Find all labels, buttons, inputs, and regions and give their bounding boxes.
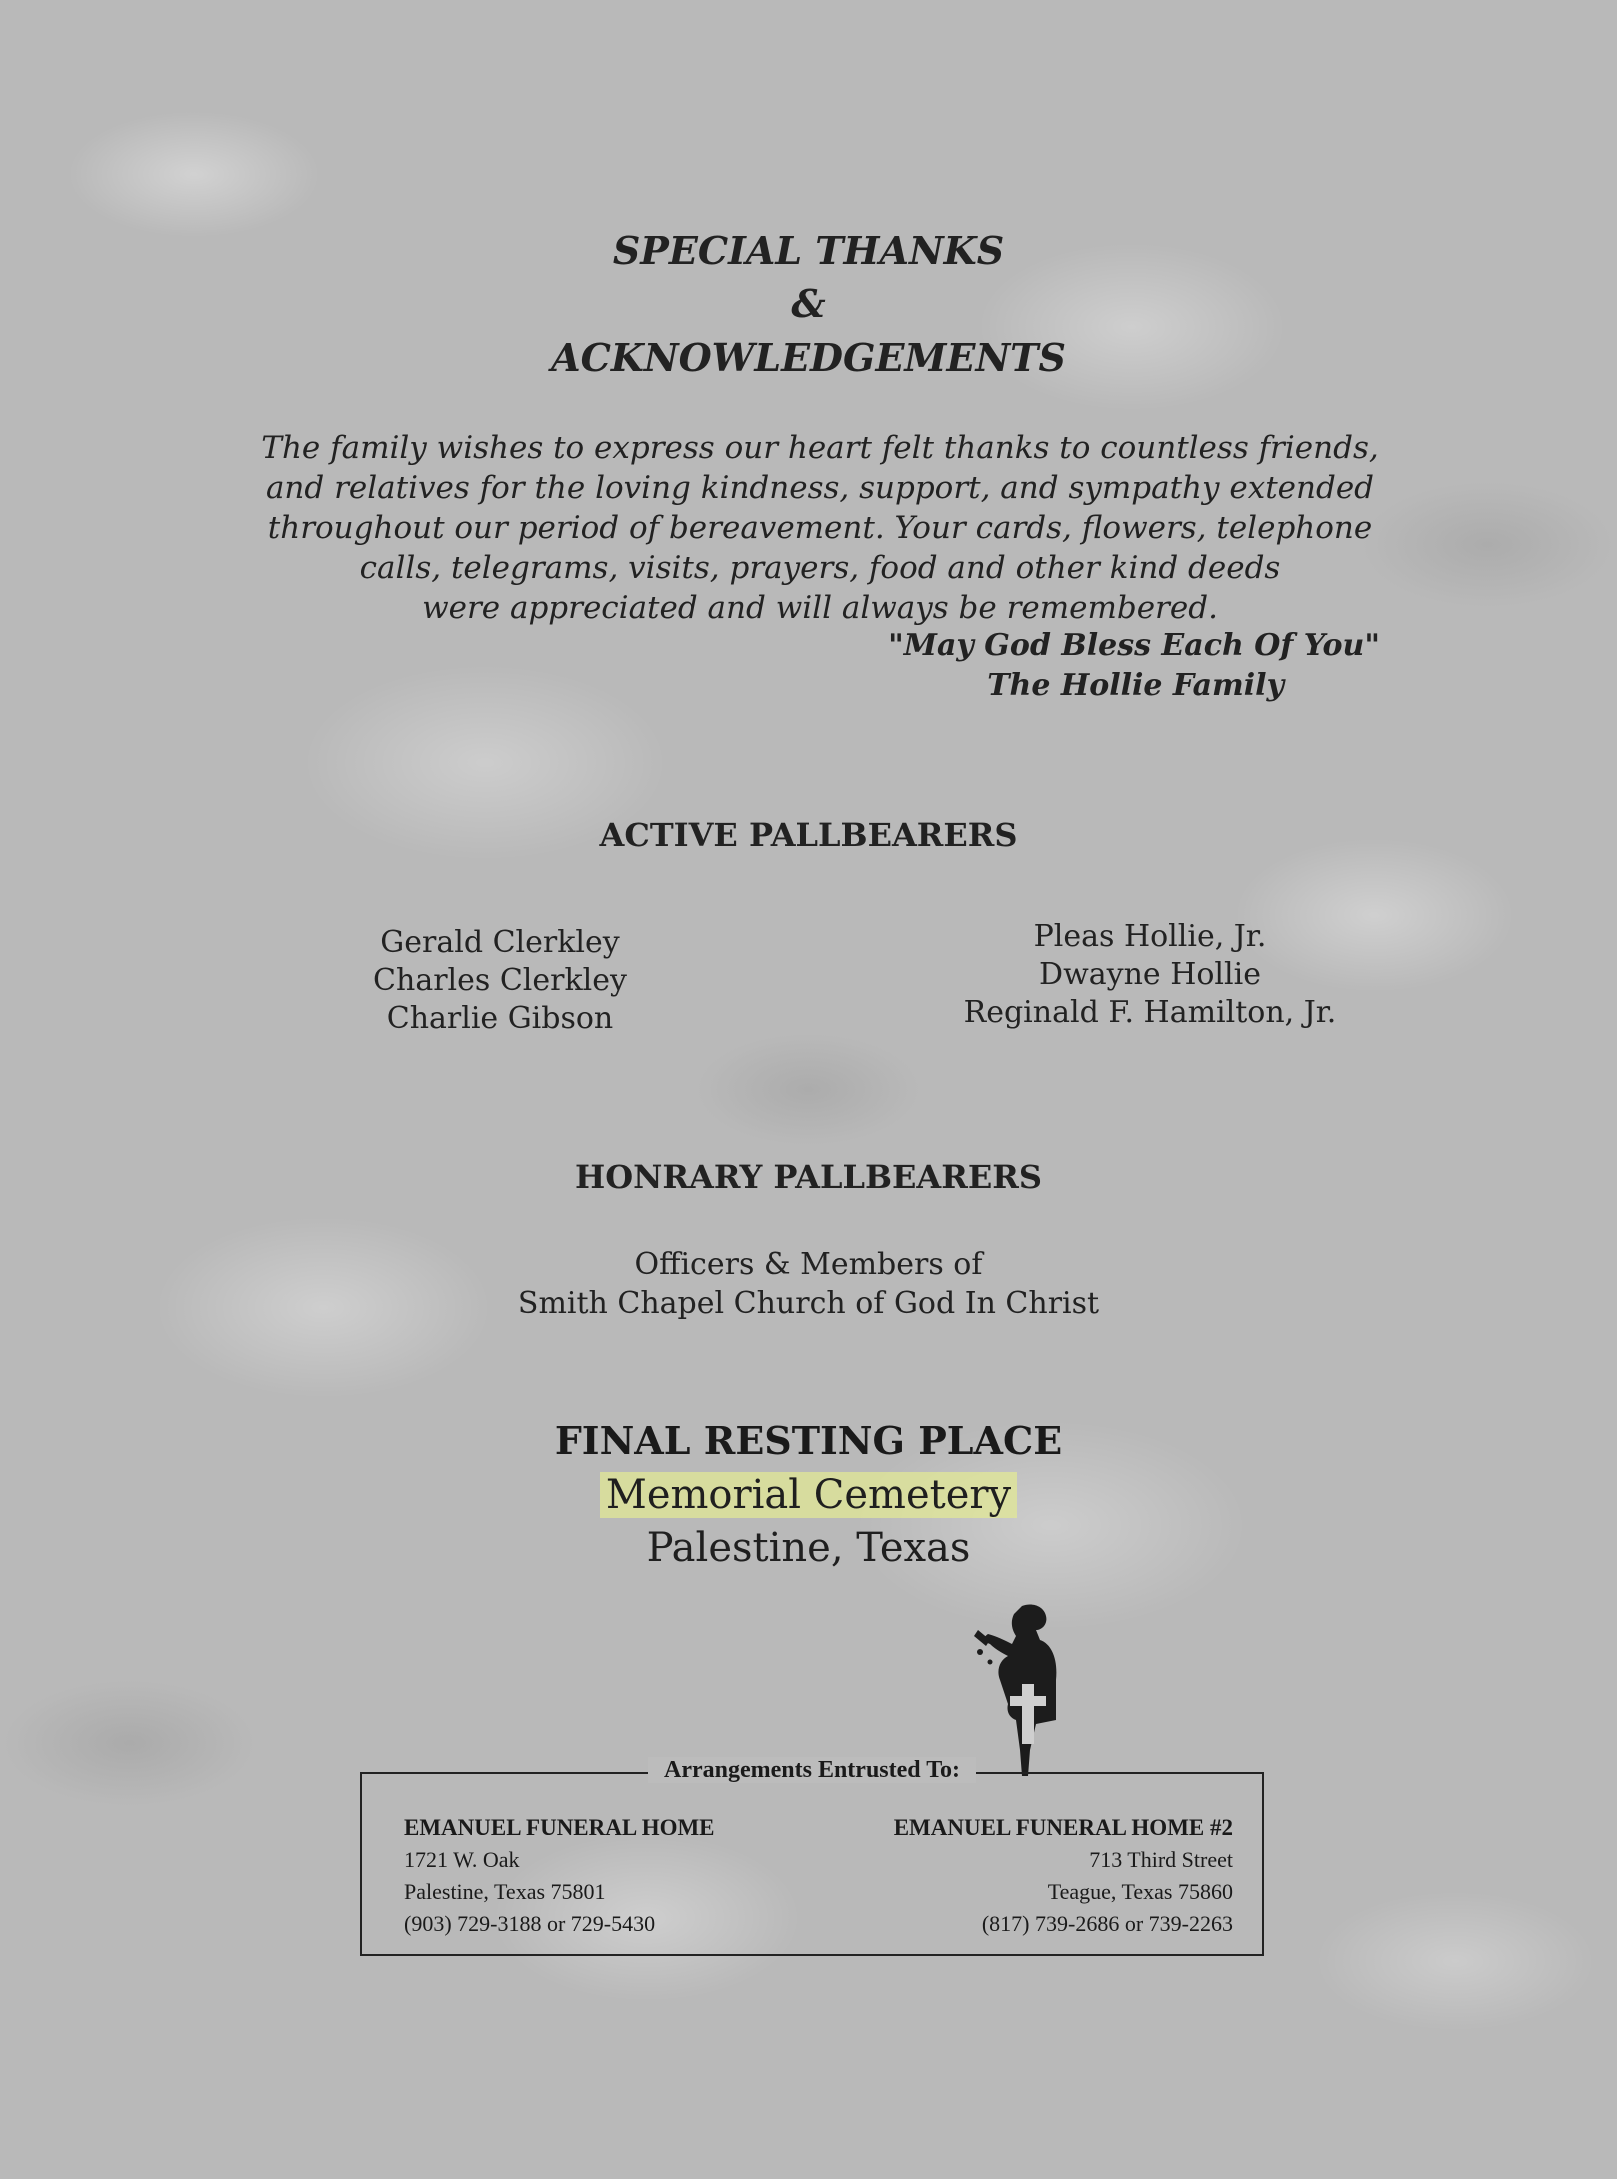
funeral-home-2-city: Teague, Texas 75860 [1047, 1879, 1233, 1904]
thanks-title-line3: ACKNOWLEDGEMENTS [551, 335, 1066, 380]
pallbearer-name: Charles Clerkley [373, 963, 627, 998]
pallbearer-name: Charlie Gibson [386, 1001, 614, 1036]
pallbearer-name: Pleas Hollie, Jr. [1033, 919, 1267, 954]
funeral-home-2-address: 713 Third Street [1089, 1847, 1233, 1872]
active-pallbearers-heading: ACTIVE PALLBEARERS [599, 816, 1018, 854]
thanks-paragraph-line: throughout our period of bereavement. Your cards, flowers, telephone [267, 510, 1373, 546]
thanks-family-signature: The Hollie Family [987, 668, 1284, 703]
funeral-home-2-phone: (817) 739-2686 or 739-2263 [981, 1911, 1233, 1936]
final-resting-place-heading: FINAL RESTING PLACE [554, 1418, 1063, 1463]
thanks-paragraph-line: The family wishes to express our heart felt thanks to countless friends, [261, 430, 1379, 466]
funeral-home-1-address: 1721 W. Oak [404, 1847, 520, 1872]
honorary-pallbearers-line1: Officers & Members of [634, 1247, 983, 1282]
funeral-home-1 [404, 1812, 824, 1940]
active-pallbearers-right-column [900, 918, 1400, 1032]
pallbearer-name: Gerald Clerkley [380, 925, 620, 960]
thanks-title-ampersand: & [791, 281, 826, 326]
honorary-pallbearers-line2: Smith Chapel Church of God In Christ [517, 1286, 1100, 1321]
active-pallbearers-left-column [300, 924, 700, 1038]
pallbearer-name: Reginald F. Hamilton, Jr. [963, 995, 1337, 1030]
thanks-title-line1: SPECIAL THANKS [612, 228, 1005, 273]
cemetery-name: Memorial Cemetery [600, 1472, 1017, 1518]
thanks-paragraph-line: and relatives for the loving kindness, support, and sympathy extended [265, 470, 1375, 506]
cemetery-city: Palestine, Texas [646, 1525, 971, 1571]
thanks-blessing: "May God Bless Each Of You" [888, 628, 1380, 663]
thanks-paragraph-line: were appreciated and will always be remembered. [422, 590, 1218, 626]
praying-figure-cross-icon [960, 1600, 1070, 1780]
arrangements-label-wrapper [360, 1757, 1264, 1784]
funeral-home-1-phone: (903) 729-3188 or 729-5430 [404, 1911, 656, 1936]
honorary-pallbearers-heading: HONRARY PALLBEARERS [575, 1158, 1042, 1196]
funeral-home-2 [800, 1812, 1233, 1940]
thanks-paragraph [230, 428, 1410, 628]
cemetery-name-wrapper [0, 1472, 1617, 1518]
pallbearer-name: Dwayne Hollie [1039, 957, 1261, 992]
funeral-home-1-city: Palestine, Texas 75801 [404, 1879, 606, 1904]
funeral-home-2-name: EMANUEL FUNERAL HOME #2 [893, 1815, 1233, 1840]
thanks-paragraph-line: calls, telegrams, visits, prayers, food and other kind deeds [359, 550, 1281, 586]
funeral-home-1-name: EMANUEL FUNERAL HOME [404, 1815, 715, 1840]
arrangements-label: Arrangements Entrusted To: [648, 1757, 976, 1783]
